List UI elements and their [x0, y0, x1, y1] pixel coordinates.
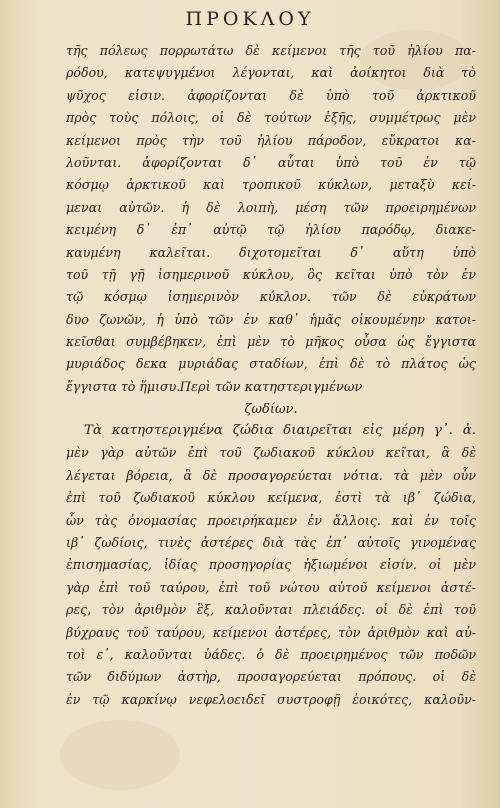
paragraph-1	[66, 40, 476, 398]
text-line: Τὰ κατηστεριγμένα ζώδια διαιρεῖται εἰς μέρη γ᾽. ἀ.	[84, 423, 476, 438]
text-line: κόσμῳ ἀρκτικοῦ καὶ τροπικοῦ κύκλων, μεταξὺ κεί-	[66, 177, 476, 193]
section-heading-line-1: Περὶ τῶν κατηστεριγμένων	[179, 380, 363, 395]
paper-stain	[60, 720, 180, 790]
text-line: τῆς πόλεως πορρωτάτω δὲ κείμενοι τῆς τοῦ ἡλίου πα-	[66, 43, 476, 58]
text-line: ψῦχος εἰσιν. ἀφορίζονται δὲ ὑπὸ τοῦ ἀρκτικοῦ	[66, 87, 476, 103]
text-line: ιβ᾽ ζωδίοις, τινὲς ἀστέρες διὰ τὰς ἐπ᾽ αὐτοῖς γινομένας	[66, 534, 476, 550]
text-line: δυο ζωνῶν, ἡ ὑπὸ τῶν ἐν καθ᾽ ἡμᾶς οἰκουμένην κατοι-	[66, 311, 476, 327]
text-line: ἐπισημασίας, ἰδίας προσηγορίας ἠξιωμένοι εἰσίν. οἱ μὲν	[66, 557, 476, 573]
text-line: ρες, τὸν ἀριθμὸν ἓξ, καλοῦνται πλειάδες. οἱ δὲ ἐπὶ τοῦ	[66, 602, 476, 618]
text-line: ἐν τῷ καρκίνῳ νεφελοειδεῖ συστροφῇ ἐοικότες, καλοῦν-	[66, 691, 476, 707]
text-line: μὲν γὰρ αὐτῶν ἐπὶ τοῦ ζωδιακοῦ κύκλου κεῖται, ἃ δὲ	[66, 445, 476, 461]
text-line: κεῖσθαι συμβέβηκεν, ἐπὶ μὲν τὸ μῆκος οὖσα ὡς ἔγγιστα	[66, 334, 476, 350]
text-line: καυμένη καλεῖται. διχοτομεῖται δ᾽ αὕτη ὑπὸ	[66, 244, 476, 260]
text-line: ρόδου, κατεψυγμένοι λέγονται, καὶ ἀοίκητοι διὰ τὸ	[66, 65, 476, 81]
text-line: τοὶ ε᾽, καλοῦνται ὑάδες. ὁ δὲ προειρημένος τῶν ποδῶν	[66, 646, 476, 662]
paragraph-2	[66, 420, 476, 711]
section-heading-line-2: ζωδίων.	[244, 402, 298, 417]
text-line: λέγεται βόρεια, ἃ δὲ προσαγορεύεται νότια. τὰ μὲν οὖν	[66, 467, 476, 483]
section-heading	[66, 377, 476, 421]
text-line: μυριάδος δεκα μυριάδας σταδίων, ἐπὶ δὲ τὸ πλάτος ὡς	[66, 356, 476, 372]
text-line: πρὸς τοὺς πόλοις, οἱ δὲ τούτων ἑξῆς, συμμέτρως μὲν	[66, 110, 476, 126]
text-line: κειμένη δ᾽ ἐπ᾽ αὐτῷ τῷ ἡλίου παρόδῳ, διακε-	[66, 222, 476, 238]
text-line: ἔγγιστα τὸ ἥμισυ.	[66, 378, 181, 394]
text-line: λοῦνται. ἀφορίζονται δ᾽ αὗται ὑπὸ τοῦ ἐν τῷ	[66, 154, 476, 170]
text-line: γὰρ ἐπὶ τοῦ ταύρου, ἐπὶ τοῦ νώτου αὐτοῦ κείμενοι ἀστέ-	[66, 579, 476, 595]
text-line: τοῦ τῇ γῇ ἰσημερινοῦ κύκλου, ὃς κεῖται ὑπὸ τὸν ἐν	[66, 266, 476, 282]
text-line: τῶν διδύμων ἀστὴρ, προσαγορεύεται πρόπους. οἱ δὲ	[66, 669, 476, 685]
text-line: μεναι αὐτῶν. ἡ δὲ λοιπὴ, μέση τῶν προειρημένων	[66, 199, 476, 215]
text-line: βύχραυς τοῦ ταύρου, κείμενοι ἀστέρες, τὸν ἀριθμὸν καὶ αὐ-	[66, 624, 476, 640]
text-line: ὧν τὰς ὀνομασίας προειρήκαμεν ἐν ἄλλοις. καὶ ἐν τοῖς	[66, 512, 476, 528]
text-line: κείμενοι πρὸς τὴν τοῦ ἡλίου πάροδον, εὔκρατοι κα-	[66, 132, 476, 148]
text-line: ἐπὶ τοῦ ζωδιακοῦ κύκλου κείμενα, ἐστὶ τὰ ιβ᾽ ζώδια,	[66, 490, 476, 506]
text-line: τῷ κόσμῳ ἰσημερινὸν κύκλον. τῶν δὲ εὐκράτων	[66, 289, 476, 305]
running-head: ΠΡΟΚΛΟΥ	[185, 8, 315, 30]
